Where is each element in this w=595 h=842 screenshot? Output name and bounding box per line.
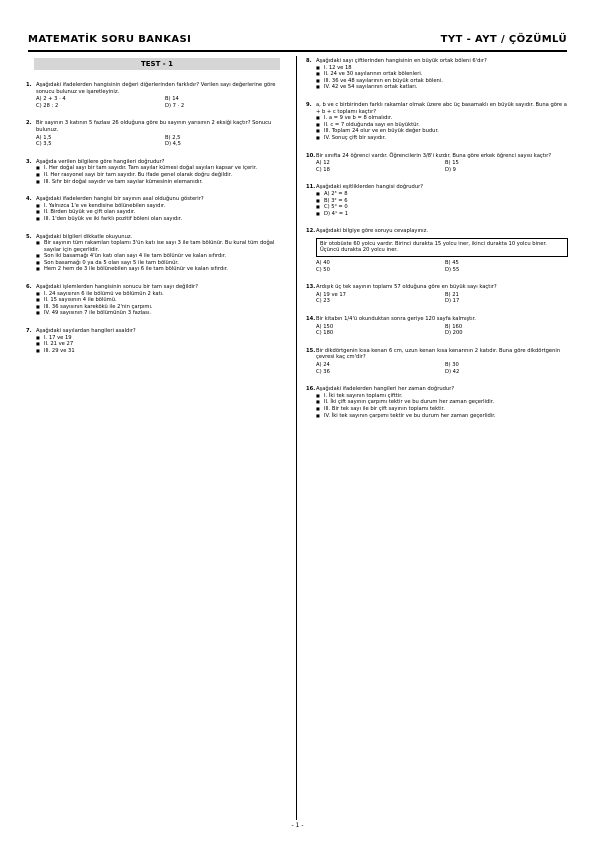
question-stem: Aşağıdaki işlemlerden hangisinin sonucu bir tam sayı değildir? <box>36 284 198 291</box>
answer-option[interactable]: A) 1,5 <box>36 134 52 141</box>
question <box>26 328 288 354</box>
answer-option[interactable]: D) 55 <box>445 266 460 273</box>
question-statement: ■ D) 4¹ = 1 <box>316 211 568 218</box>
right-column <box>306 58 568 430</box>
question-number: 10. <box>306 152 316 159</box>
question-statement: ■ I. Yalnızca 1'e ve kendisine bölünebilen sayıdır. <box>36 203 288 210</box>
info-box: Bir otobüste 60 yolcu vardır. Birinci durakta 15 yolcu iner, ikinci durakta 10 yolcu biner. Üçüncü durakta 20 yolcu iner. <box>316 238 568 257</box>
question-statement: ■ Son basamağı 0 ya da 5 olan sayı 5 ile tam bölünür. <box>36 260 288 267</box>
answer-option[interactable]: D) 42 <box>445 368 460 375</box>
answer-option[interactable]: D) 17 <box>445 298 460 305</box>
question <box>306 348 568 375</box>
question-statement: ■ A) 2³ = 8 <box>316 191 568 198</box>
question-stem: Aşağıdaki eşitliklerden hangisi doğrudur? <box>316 184 424 191</box>
question-statement: ■ III. Sıfır bir doğal sayıdır ve tam sayılar kümesinin elemanıdır. <box>36 179 288 186</box>
left-column <box>26 58 288 365</box>
question-statement: ■ II. Her rasyonel sayı bir tam sayıdır. Bu ifade genel olarak doğru değildir. <box>36 172 288 179</box>
question-statement: ■ III. 36 ve 48 sayılarının en büyük ortak böleni. <box>316 78 568 85</box>
question-stem: Aşağıdaki ifadelerden hangisi bir sayının asal olduğunu gösterir? <box>36 196 204 203</box>
question-stem: Ardışık üç tek sayının toplamı 57 olduğuna göre en büyük sayı kaçtır? <box>316 284 497 291</box>
question-stem: Bir sayının 3 katının 5 fazlası 26 olduğuna göre bu sayının yarısının 2 eksiği kaçtır? Sonucu bulunuz. <box>36 120 272 133</box>
question <box>26 120 288 147</box>
question-stem: Aşağıdaki ifadelerden hangileri her zaman doğrudur? <box>316 386 455 393</box>
answer-option[interactable]: A) 150 <box>316 323 334 330</box>
question-statement: ■ II. 21 ve 27 <box>36 341 288 348</box>
question <box>306 102 568 142</box>
question <box>306 153 568 174</box>
question-statement: ■ I. 17 ve 19 <box>36 335 288 342</box>
question-stem: a, b ve c birbirinden farklı rakamlar olmak üzere abc üç basamaklı en büyük sayıdır. Buna göre a + b + c toplamı kaçtır? <box>316 101 567 115</box>
question <box>306 284 568 305</box>
question-statement: ■ I. Her doğal sayı bir tam sayıdır. Tam sayılar kümesi doğal sayıları kapsar ve içerir. <box>36 165 288 172</box>
question <box>306 386 568 419</box>
question-number: 2. <box>26 120 32 127</box>
question-statement: ■ II. c = 7 olduğunda sayı en büyüktür. <box>316 122 568 129</box>
answer-options <box>36 135 288 148</box>
question-statement: ■ III. Toplam 24 olur ve en büyük değer budur. <box>316 128 568 135</box>
answer-option[interactable]: A) 40 <box>316 260 330 267</box>
question-number: 13. <box>306 284 316 291</box>
answer-option[interactable]: A) 24 <box>316 362 330 368</box>
answer-option[interactable]: B) 21 <box>445 291 459 298</box>
question-number: 3. <box>26 158 32 165</box>
question-statement: ■ IV. 49 sayısının 7 ile bölümünün 3 fazlası. <box>36 310 288 317</box>
column-divider <box>296 56 297 820</box>
answer-option[interactable]: B) 160 <box>445 323 463 330</box>
question-number: 8. <box>306 58 312 64</box>
answer-option[interactable]: C) 36 <box>316 368 330 375</box>
question-statement: ■ I. 24 sayısının 6 ile bölümü ve bölümün 2 katı. <box>36 291 288 298</box>
question <box>26 234 288 274</box>
question-statement: ■ Son iki basamağı 4'ün katı olan sayı 4 ile tam bölünür ve kalan sıfırdır. <box>36 253 288 260</box>
question-number: 1. <box>26 82 32 88</box>
answer-options <box>316 362 568 375</box>
question <box>26 82 288 109</box>
question-number: 7. <box>26 328 32 335</box>
question-statement: ■ Bir sayının tüm rakamları toplamı 3'ün katı ise sayı 3 ile tam bölünür. Bu kural tüm doğal sayılar için geçerlidir. <box>36 240 288 253</box>
answer-option[interactable]: D) 4,5 <box>165 141 181 148</box>
question-statement: ■ IV. İki tek sayının çarpımı tektir ve bu durum her zaman geçerlidir. <box>316 413 568 420</box>
question-number: 15. <box>306 347 316 354</box>
question-stem: Aşağıdaki sayılardan hangileri asaldır? <box>36 328 136 335</box>
answer-option[interactable]: A) 12 <box>316 160 330 167</box>
question-statement: ■ Hem 2 hem de 3 ile bölünebilen sayı 6 ile tam bölünür ve kalan sıfırdır. <box>36 266 288 273</box>
question-statement: ■ III. 36 sayısının karekökü ile 2'nin çarpımı. <box>36 304 288 311</box>
question-number: 6. <box>26 284 32 291</box>
answer-options <box>316 160 568 173</box>
question-statement: ■ C) 5⁰ = 0 <box>316 204 568 211</box>
question-number: 16. <box>306 386 316 393</box>
answer-option[interactable]: C) 3,5 <box>36 141 52 148</box>
question-number: 5. <box>26 233 32 240</box>
answer-option[interactable]: B) 2,5 <box>165 134 181 141</box>
question-stem: Bir sınıfta 24 öğrenci vardır. Öğrencilerin 3/8'i kızdır. Buna göre erkek öğrenci sayısı kaçtır? <box>316 152 552 159</box>
question-statement: ■ III. 29 ve 31 <box>36 348 288 355</box>
question <box>26 196 288 222</box>
answer-option[interactable]: C) 18 <box>316 166 330 173</box>
question-number: 9. <box>306 101 312 108</box>
question <box>306 58 568 91</box>
question <box>306 184 568 217</box>
question-statement: ■ II. Birden büyük ve çift olan sayıdır. <box>36 209 288 216</box>
answer-option[interactable]: C) 23 <box>316 298 330 305</box>
header-series-label: TYT - AYT / ÇÖZÜMLÜ <box>440 34 567 45</box>
question-stem: Bir dikdörtgenin kısa kenarı 6 cm, uzun kenarı kısa kenarının 2 katıdır. Buna göre dikdörtgenin çevresi kaç cm'dir? <box>316 347 561 361</box>
answer-option[interactable]: C) 28 : 2 <box>36 102 59 109</box>
question-statement: ■ IV. Sonuç çift bir sayıdır. <box>316 135 568 142</box>
question-statement: ■ II. 24 ve 30 sayılarının ortak bölenleri. <box>316 71 568 78</box>
question-number: 14. <box>306 316 316 323</box>
question <box>26 159 288 185</box>
question-statement: ■ III. 1'den büyük ve iki farklı pozitif böleni olan sayıdır. <box>36 216 288 223</box>
answer-options <box>316 260 568 273</box>
question-statement: ■ III. Bir tek sayı ile bir çift sayının toplamı tektir. <box>316 406 568 413</box>
answer-option[interactable]: B) 14 <box>165 96 179 103</box>
question <box>306 228 568 273</box>
question-number: 12. <box>306 228 316 235</box>
answer-option[interactable]: C) 50 <box>316 266 330 273</box>
answer-option[interactable]: B) 15 <box>445 160 459 167</box>
question-statement: ■ B) 3² = 6 <box>316 198 568 205</box>
answer-option[interactable]: D) 7 · 2 <box>165 102 185 109</box>
answer-option[interactable]: D) 9 <box>445 166 456 173</box>
question-statement: ■ I. 12 ve 18 <box>316 65 568 72</box>
question-statement: ■ I. a = 9 ve b = 8 olmalıdır. <box>316 115 568 122</box>
question-stem: Aşağıdaki sayı çiftlerinden hangisinin en büyük ortak böleni 6'dır? <box>316 58 487 64</box>
section-title: TEST - 1 <box>34 58 280 70</box>
question-stem: Aşağıda verilen bilgilere göre hangileri doğrudur? <box>36 158 165 165</box>
answer-option[interactable]: D) 200 <box>445 330 463 337</box>
answer-options <box>316 292 568 305</box>
page-number: - 1 - <box>291 822 304 829</box>
page-header <box>28 34 567 48</box>
answer-option[interactable]: A) 2 + 3 · 4 <box>36 96 66 103</box>
question-stem: Aşağıdaki bilgileri dikkatle okuyunuz. <box>36 233 133 240</box>
question-stem: Bir kitabın 1/4'ü okunduktan sonra geriye 120 sayfa kalmıştır. <box>316 316 476 323</box>
question-stem: Aşağıdaki ifadelerden hangisinin değeri diğerlerinden farklıdır? Verilen sayı değerlerine göre sonucu bulunuz ve işaretleyiniz. <box>36 82 276 95</box>
question-statement: ■ I. İki tek sayının toplamı çifttir. <box>316 393 568 400</box>
question-stem: Aşağıdaki bilgiye göre soruyu cevaplayınız. <box>316 228 428 235</box>
question-number: 11. <box>306 184 316 191</box>
answer-option[interactable]: B) 30 <box>445 362 459 368</box>
answer-options <box>316 324 568 337</box>
answer-option[interactable]: A) 19 ve 17 <box>316 291 346 298</box>
question-number: 4. <box>26 196 32 203</box>
header-book-title: MATEMATİK SORU BANKASI <box>28 34 192 45</box>
question <box>26 284 288 317</box>
answer-option[interactable]: C) 180 <box>316 330 334 337</box>
question <box>306 316 568 337</box>
question-statement: ■ II. 15 sayısının 4 ile bölümü. <box>36 297 288 304</box>
question-statement: ■ IV. 42 ve 54 sayılarının ortak katları. <box>316 84 568 91</box>
answer-options <box>36 96 288 109</box>
answer-option[interactable]: B) 45 <box>445 260 459 267</box>
question-statement: ■ II. İki çift sayının çarpımı tektir ve bu durum her zaman geçerlidir. <box>316 399 568 406</box>
header-rule <box>28 50 567 52</box>
